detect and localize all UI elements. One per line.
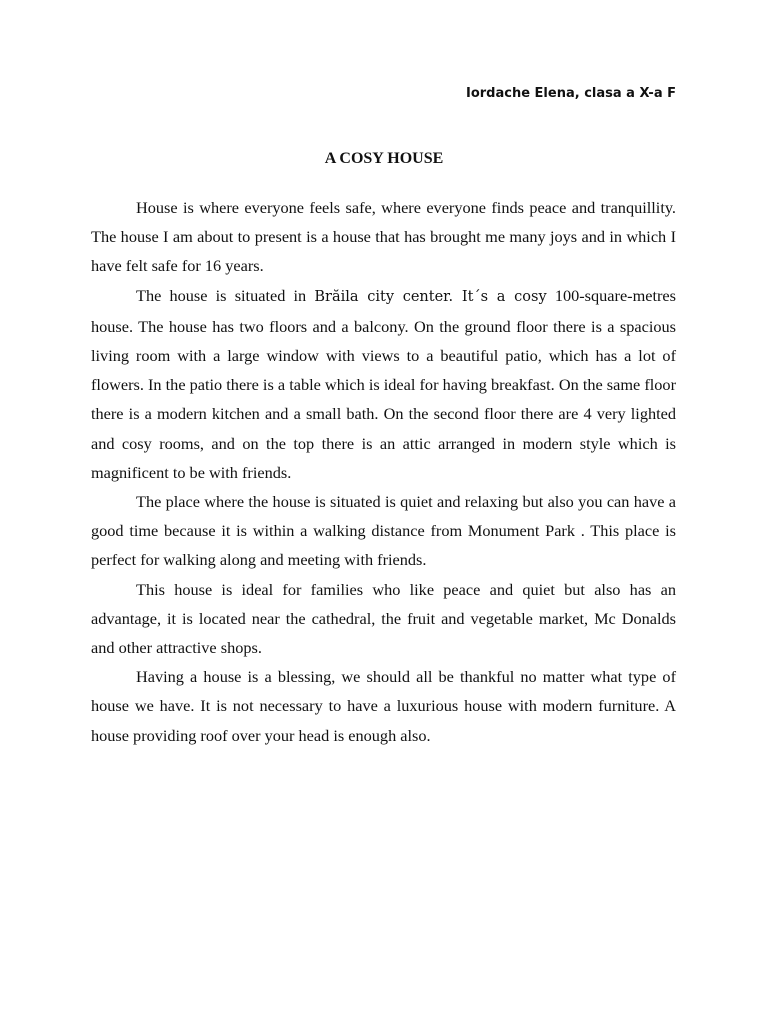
paragraph-3: The place where the house is situated is quiet and relaxing but also you can have a good time because it is within a walking distance from Monument Park . This place is perfect for walking along and meeting with friends. — [91, 492, 676, 570]
document-body — [91, 193, 676, 750]
paragraph-5: Having a house is a blessing, we should all be thankful no matter what type of house we have. It is not necessary to have a luxurious house with modern furniture. A house providing roof over your head is enough also. — [91, 667, 676, 745]
paragraph-2-highlight: Brăila city center. It´s a cosy — [314, 288, 547, 305]
paragraph-1: House is where everyone feels safe, where everyone finds peace and tranquillity. The house I am about to present is a house that has brought me many joys and in which I have felt safe for 16 years. — [91, 198, 676, 276]
paragraph-2-start: The house is situated in — [136, 285, 315, 305]
paragraph-2 — [91, 281, 676, 487]
document-title: A COSY HOUSE — [324, 150, 444, 167]
paragraph-4: This house is ideal for families who like peace and quiet but also has an advantage, it is located near the cathedral, the fruit and vegetable market, Mc Donalds and other attractive shops. — [91, 579, 676, 658]
author-line: Iordache Elena, clasa a X-a F — [465, 86, 676, 101]
paragraph-2-rest: 100-square-metres house. The house has two floors and a balcony. On the ground floor there is a spacious living room with a large window with views to a beautiful patio, which has a lot of flowers. In the patio there is a table which is ideal for having breakfast. On the same floor there is a modern kitchen and a small bath. On the second floor there are 4 very lighted and cosy rooms, and on the top there is an attic arranged in modern style which is magnificent to be with friends. — [91, 285, 676, 482]
